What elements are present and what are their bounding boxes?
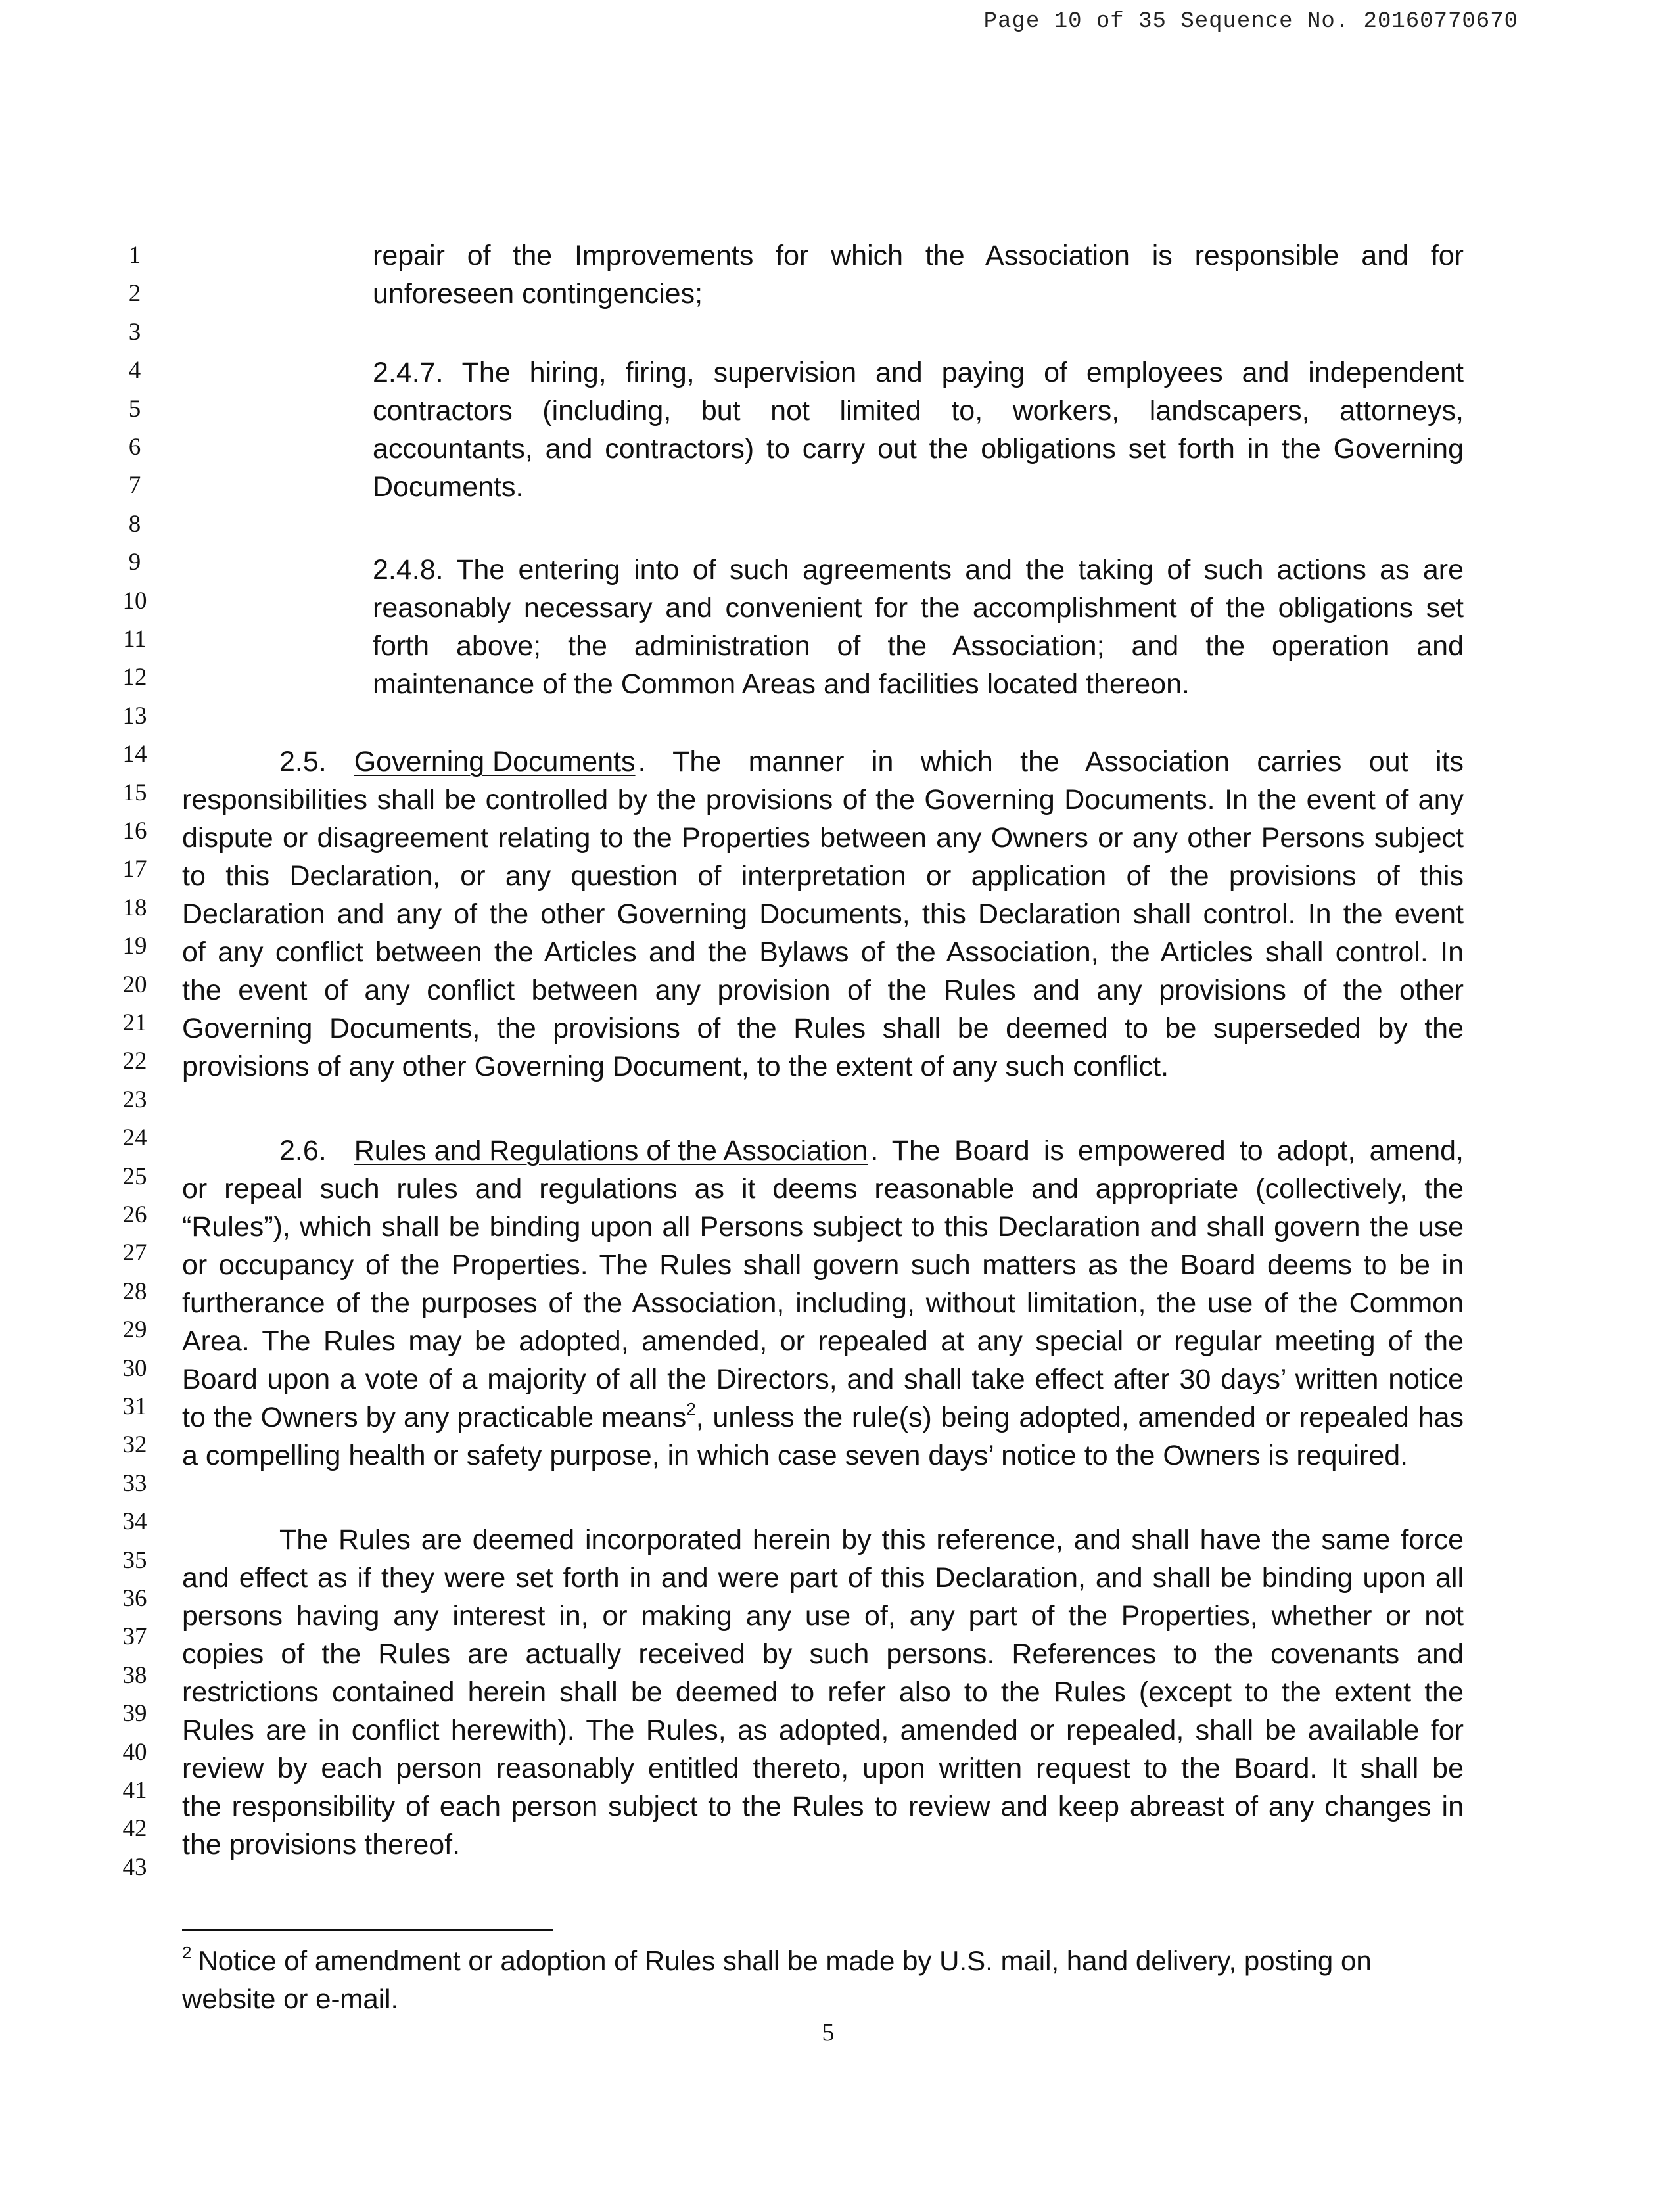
line-number: 11 xyxy=(123,626,147,653)
line-number: 12 xyxy=(122,664,147,691)
line-number: 33 xyxy=(122,1469,147,1497)
section-2-6-line: a compelling health or safety purpose, in which case seven days’ notice to the Owners is required. xyxy=(182,1440,1408,1471)
section-2-6-line-with-footnote-ref xyxy=(182,1398,1464,1437)
line-number: 18 xyxy=(122,894,147,921)
line-number: 17 xyxy=(122,856,147,883)
footnote-line xyxy=(182,1942,1464,1980)
rules-paragraph-line: persons having any interest in, or making any use of, any part of the Properties, whether or not xyxy=(182,1600,1464,1632)
line-number: 39 xyxy=(122,1700,147,1728)
section-2-6-first-line xyxy=(279,1132,1464,1170)
line-number: 19 xyxy=(122,933,147,960)
line-number: 21 xyxy=(122,1009,147,1036)
line-number: 27 xyxy=(122,1239,147,1267)
line-number: 6 xyxy=(128,434,141,461)
line-number: 20 xyxy=(122,971,147,998)
section-2-5-line: Declaration and any of the other Governing Documents, this Declaration shall control. In the event xyxy=(182,898,1464,930)
section-2-5-line: of any conflict between the Articles and the Bylaws of the Association, the Articles shall control. In xyxy=(182,936,1464,968)
line-number: 34 xyxy=(122,1508,147,1536)
line-number: 13 xyxy=(122,702,147,729)
line-number: 43 xyxy=(122,1853,147,1881)
page-number: 5 xyxy=(822,2019,835,2046)
footnote-reference[interactable]: 2 xyxy=(686,1399,696,1419)
line-number: 31 xyxy=(122,1393,147,1420)
section-2-6-line: furtherance of the purposes of the Association, including, without limitation, the use of the Common xyxy=(182,1287,1464,1319)
rules-paragraph-line: Rules are in conflict herewith). The Rules, as adopted, amended or repealed, shall be available for xyxy=(182,1715,1464,1746)
rules-paragraph-line: and effect as if they were set forth in and were part of this Declaration, and shall be binding upon all xyxy=(182,1562,1464,1594)
section-2-4-7-line: 2.4.7. The hiring, firing, supervision and paying of employees and independent xyxy=(373,357,1464,388)
line-number: 40 xyxy=(122,1738,147,1766)
section-2-4-8-line: 2.4.8. The entering into of such agreements and the taking of such actions as are xyxy=(373,554,1464,586)
rules-paragraph-line: the responsibility of each person subject to the Rules to review and keep abreast of any changes in xyxy=(182,1791,1464,1822)
line-number: 16 xyxy=(122,818,147,844)
section-2-6-line: “Rules”), which shall be binding upon all Persons subject to this Declaration and shall govern the use xyxy=(182,1211,1464,1243)
section-2-5-first-line xyxy=(279,743,1464,781)
section-2-4-8-line: forth above; the administration of the Association; and the operation and xyxy=(373,630,1464,662)
section-2-4-7-line: contractors (including, but not limited to, workers, landscapers, attorneys, xyxy=(373,395,1464,426)
footnote-line: website or e-mail. xyxy=(182,1983,399,2014)
section-2-4-7-line: Documents. xyxy=(373,471,524,503)
line-number: 41 xyxy=(122,1777,147,1804)
line-number: 9 xyxy=(128,549,141,576)
line-number: 4 xyxy=(128,357,141,384)
line-number: 29 xyxy=(122,1316,147,1344)
section-2-5-line: the event of any conflict between any provision of the Rules and any provisions of the other xyxy=(182,975,1464,1006)
line-number: 1 xyxy=(128,242,141,269)
line-number: 15 xyxy=(122,779,147,806)
footnote-divider xyxy=(182,1929,553,1931)
line-number: 25 xyxy=(122,1163,147,1190)
section-2-6-line: or repeal such rules and regulations as it deems reasonable and appropriate (collectively, the xyxy=(182,1173,1464,1205)
line-number: 38 xyxy=(122,1661,147,1689)
line-number: 22 xyxy=(122,1048,147,1075)
section-2-4-7-line: accountants, and contractors) to carry out the obligations set forth in the Governing xyxy=(373,433,1464,465)
line-number: 42 xyxy=(122,1815,147,1843)
line-number: 10 xyxy=(122,587,147,614)
section-2-6-line: Board upon a vote of a majority of all the Directors, and shall take effect after 30 days’ written notice xyxy=(182,1364,1464,1395)
section-number: 2.5. xyxy=(279,746,327,777)
line-number: 32 xyxy=(122,1431,147,1459)
rules-paragraph-line: the provisions thereof. xyxy=(182,1829,461,1860)
line-number: 37 xyxy=(122,1623,147,1651)
section-2-6-line: or occupancy of the Properties. The Rules shall govern such matters as the Board deems to be in xyxy=(182,1249,1464,1281)
footnote-marker: 2 xyxy=(182,1943,192,1962)
line-number: 35 xyxy=(122,1546,147,1574)
section-2-4-8-line: reasonably necessary and convenient for the accomplishment of the obligations set xyxy=(373,592,1464,624)
line-number: 8 xyxy=(128,510,141,538)
line-number: 36 xyxy=(122,1585,147,1612)
section-2-4-6-line: unforeseen contingencies; xyxy=(373,278,703,310)
section-2-5-line: provisions of any other Governing Document, to the extent of any such conflict. xyxy=(182,1051,1169,1082)
line-number: 30 xyxy=(122,1354,147,1382)
line-number: 28 xyxy=(122,1278,147,1305)
section-2-5-line: responsibilities shall be controlled by the provisions of the Governing Documents. In the event of any xyxy=(182,784,1464,816)
line-number: 3 xyxy=(128,318,141,346)
section-2-4-8-line: maintenance of the Common Areas and facilities located thereon. xyxy=(373,668,1190,700)
footnote-text: Notice of amendment or adoption of Rules shall be made by U.S. mail, hand delivery, posting on xyxy=(198,1945,1372,1976)
line-number: 7 xyxy=(128,472,141,499)
line-number: 26 xyxy=(122,1201,147,1228)
line-number: 24 xyxy=(122,1124,147,1152)
section-2-5-line: Governing Documents, the provisions of the Rules shall be deemed to be superseded by the xyxy=(182,1013,1464,1044)
rules-paragraph-line: review by each person reasonably entitled thereto, upon written request to the Board. It shall be xyxy=(182,1753,1464,1784)
rules-paragraph-line: copies of the Rules are actually received by such persons. References to the covenants and xyxy=(182,1638,1464,1670)
line-number: 2 xyxy=(128,280,141,308)
line-number: 14 xyxy=(122,741,147,768)
section-2-4-6-line: repair of the Improvements for which the Association is responsible and for xyxy=(373,240,1464,271)
section-2-5-line: . The manner in which the Association carries out its xyxy=(638,746,1464,777)
section-heading: Rules and Regulations of the Association xyxy=(354,1135,868,1166)
section-2-5-line: dispute or disagreement relating to the Properties between any Owners or any other Persons subject xyxy=(182,822,1464,854)
section-2-6-line: Area. The Rules may be adopted, amended, or repealed at any special or regular meeting of the xyxy=(182,1325,1464,1357)
section-number: 2.6. xyxy=(279,1135,327,1166)
rules-paragraph-line: The Rules are deemed incorporated herein by this reference, and shall have the same force xyxy=(279,1524,1464,1555)
section-2-6-text: , unless the rule(s) being adopted, amended or repealed has xyxy=(695,1402,1464,1433)
line-number: 5 xyxy=(128,395,141,423)
page-header: Page 10 of 35 Sequence No. 20160770670 xyxy=(983,9,1518,34)
section-heading: Governing Documents xyxy=(354,746,636,777)
section-2-6-text: to the Owners by any practicable means xyxy=(182,1402,687,1433)
line-number: 23 xyxy=(122,1086,147,1113)
section-2-5-line: to this Declaration, or any question of interpretation or application of the provisions of this xyxy=(182,860,1464,892)
rules-paragraph-line: restrictions contained herein shall be deemed to refer also to the Rules (except to the extent the xyxy=(182,1676,1464,1708)
section-2-6-line: . The Board is empowered to adopt, amend, xyxy=(870,1135,1464,1166)
